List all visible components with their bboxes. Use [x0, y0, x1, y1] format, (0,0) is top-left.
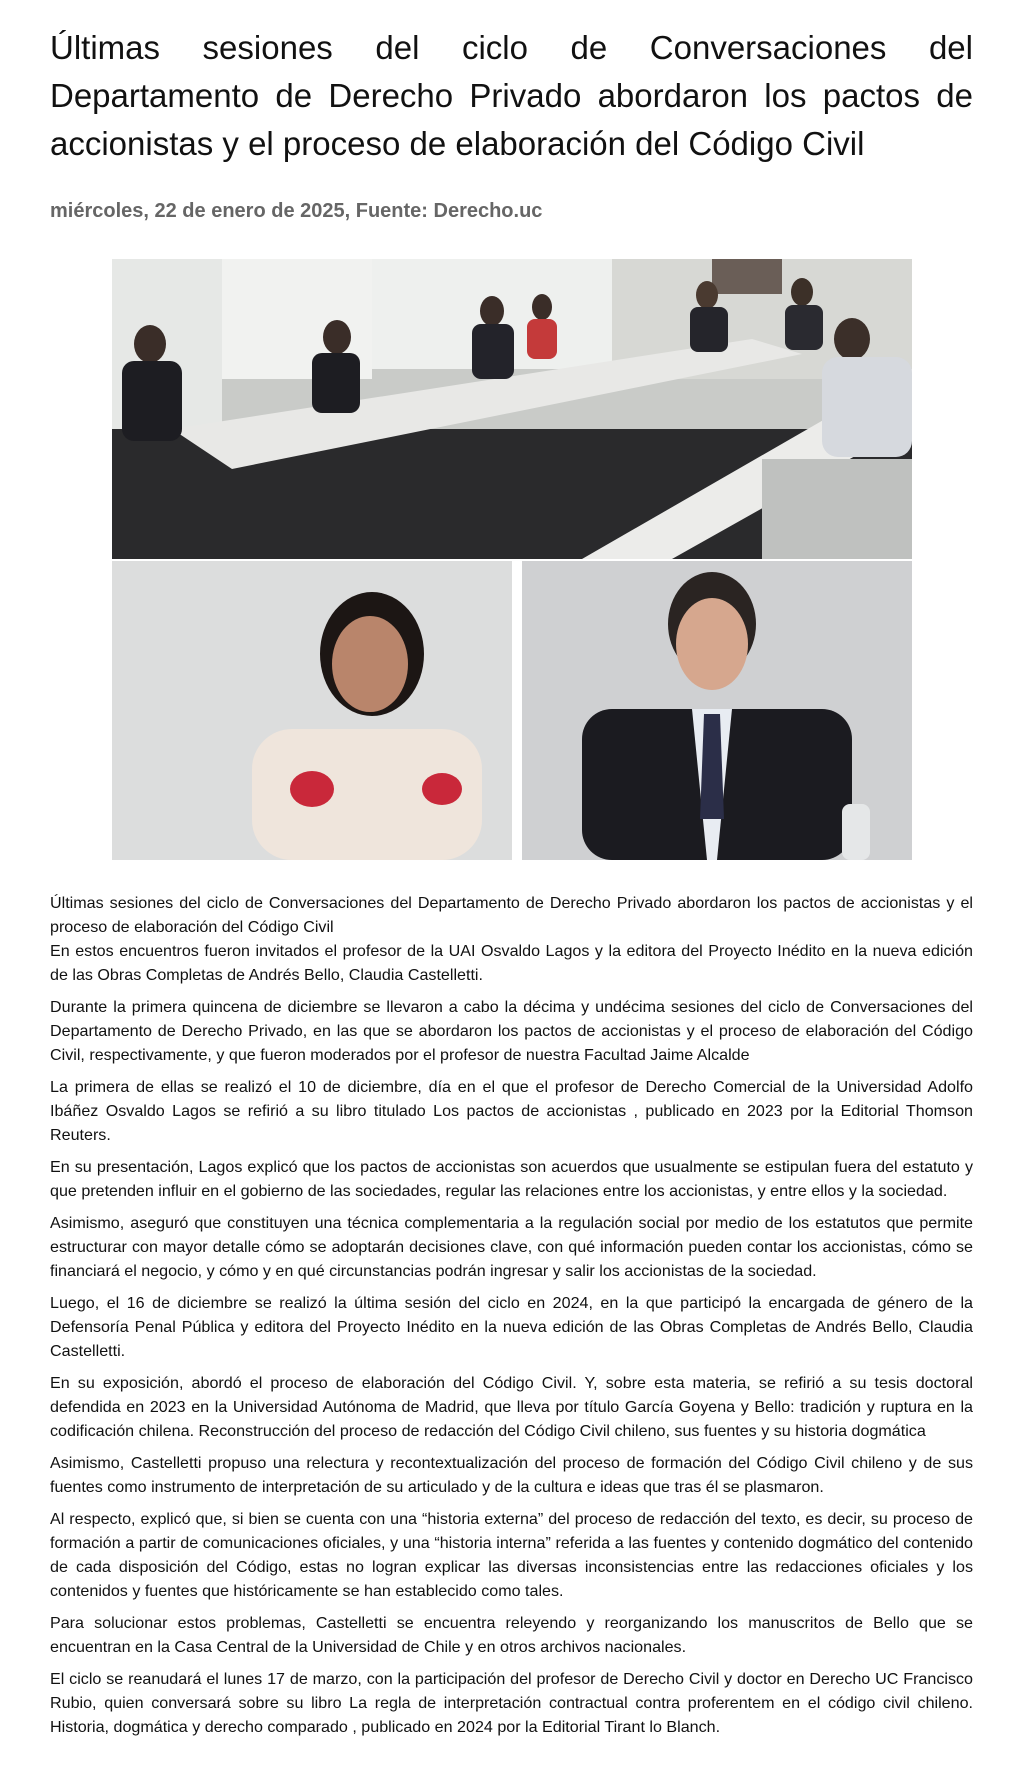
article-body — [50, 891, 973, 1747]
article-date-source: miércoles, 22 de enero de 2025, Fuente: Derecho.uc — [50, 200, 543, 222]
article-paragraph: El ciclo se reanudará el lunes 17 de marzo, con la participación del profesor de Derecho Civil y doctor en Derecho UC Francisco Rubio, quien conversará sobre su libro La regla de interpretación contractual contra proferentem en el código civil chileno. Historia, dogmática y derecho comparado , publicado en 2024 por la Editorial Tirant lo Blanch. — [50, 1670, 973, 1736]
article-paragraph: En estos encuentros fueron invitados el profesor de la UAI Osvaldo Lagos y la editora del Proyecto Inédito en la nueva edición de las Obras Completas de Andrés Bello, Claudia Castelletti. — [50, 942, 973, 984]
article-paragraph: Al respecto, explicó que, si bien se cuenta con una “historia externa” del proceso de redacción del texto, es decir, su proceso de formación a partir de comunicaciones oficiales, y una “historia interna” referida a las fuentes y contenido dogmático del contenido de cada disposición del Código, estas no logran explicar las diversas inconsistencias entre las redacciones oficiales y los contenidos y fuentes que históricamente se han establecido como tales. — [50, 1510, 973, 1600]
article-paragraph: Asimismo, aseguró que constituyen una técnica complementaria a la regulación social por medio de los estatutos que permite estructurar con mayor detalle cómo se adoptarán decisiones clave, con qué información pueden contar los accionistas, cómo se financiará el negocio, y cómo y en qué circunstancias podrán ingresar y salir los accionistas de la sociedad. — [50, 1214, 973, 1280]
article-paragraph: Para solucionar estos problemas, Castelletti se encuentra releyendo y reorganizando los manuscritos de Bello que se encuentran en la Casa Central de la Universidad de Chile y en otros archivos nacionales. — [50, 1614, 973, 1656]
article-paragraph: Durante la primera quincena de diciembre se llevaron a cabo la décima y undécima sesiones del ciclo de Conversaciones del Departamento de Derecho Privado, en las que se abordaron los pactos de accionistas y el proceso de elaboración del Código Civil, respectivamente, y que fueron moderados por el profesor de nuestra Facultad Jaime Alcalde — [50, 998, 973, 1064]
article-paragraph: Luego, el 16 de diciembre se realizó la última sesión del ciclo en 2024, en la que participó la encargada de género de la Defensoría Penal Pública y editora del Proyecto Inédito en la nueva edición de las Obras Completas de Andrés Bello, Claudia Castelletti. — [50, 1294, 973, 1360]
article-paragraph: La primera de ellas se realizó el 10 de diciembre, día en el que el profesor de Derecho Comercial de la Universidad Adolfo Ibáñez Osvaldo Lagos se refirió a su libro titulado Los pactos de accionistas , publicado en 2023 por la Editorial Thomson Reuters. — [50, 1078, 973, 1144]
article — [50, 0, 973, 1736]
article-paragraph: Últimas sesiones del ciclo de Conversaciones del Departamento de Derecho Privado abordaron los pactos de accionistas y el proceso de elaboración del Código Civil — [50, 894, 973, 936]
meeting-photo-icon — [112, 259, 912, 860]
article-paragraph: En su presentación, Lagos explicó que los pactos de accionistas son acuerdos que usualmente se estipulan fuera del estatuto y que pretenden influir en el gobierno de las sociedades, regular las relaciones entre los accionistas, y entre ellos y la sociedad. — [50, 1158, 973, 1200]
article-photo — [112, 259, 912, 860]
article-title: Últimas sesiones del ciclo de Conversaciones del Departamento de Derecho Privado abordaron los pactos de accionistas y el proceso de elaboración del Código Civil — [50, 29, 973, 162]
article-paragraph: En su exposición, abordó el proceso de elaboración del Código Civil. Y, sobre esta materia, se refirió a su tesis doctoral defendida en 2023 en la Universidad Autónoma de Madrid, que lleva por título García Goyena y Bello: tradición y ruptura en la codificación chilena. Reconstrucción del proceso de redacción del Código Civil chileno, sus fuentes y su historia dogmática — [50, 1374, 973, 1440]
article-paragraph: Asimismo, Castelletti propuso una relectura y recontextualización del proceso de formación del Código Civil chileno y de sus fuentes como instrumento de interpretación de su articulado y de la cultura e ideas que tras él se plasmaron. — [50, 1454, 973, 1496]
